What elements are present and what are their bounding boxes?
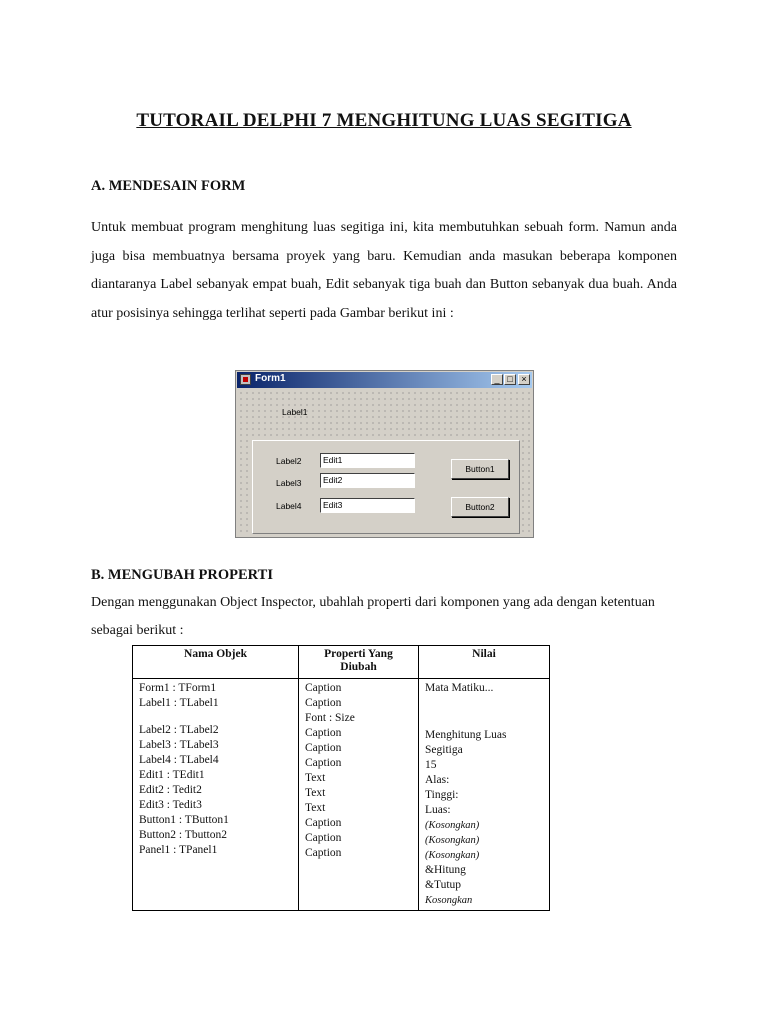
delphi-app-icon <box>240 374 251 385</box>
object-item: Edit3 : Tedit3 <box>139 799 202 811</box>
object-item: Edit2 : Tedit2 <box>139 784 202 796</box>
property-item: Font : Size <box>305 712 355 724</box>
form1-titlebar <box>237 372 532 388</box>
properties-table <box>132 645 550 911</box>
header-nilai: Nilai <box>419 646 550 679</box>
object-item: Label1 : TLabel1 <box>139 697 219 709</box>
object-item: Form1 : TForm1 <box>139 682 217 694</box>
property-item: Text <box>305 802 326 814</box>
object-item: Button1 : TButton1 <box>139 814 229 826</box>
property-item: Caption <box>305 817 342 829</box>
label3: Label3 <box>276 478 302 488</box>
button2: Button2 <box>451 497 509 517</box>
value-item: 15 <box>425 759 437 771</box>
table-header-row <box>133 646 550 679</box>
edit3: Edit3 <box>320 498 415 513</box>
property-item: Caption <box>305 682 342 694</box>
value-item: Tinggi: <box>425 789 459 801</box>
value-item: Kosongkan <box>425 895 473 906</box>
value-item: Segitiga <box>425 744 463 756</box>
header-properti: Properti Yang Diubah <box>299 646 419 679</box>
property-item: Caption <box>305 757 342 769</box>
section-b-heading: B. MENGUBAH PROPERTI <box>91 567 273 583</box>
object-item: Label4 : TLabel4 <box>139 754 219 766</box>
property-item: Caption <box>305 847 342 859</box>
value-item: Luas: <box>425 804 451 816</box>
property-item: Caption <box>305 742 342 754</box>
object-item: Edit1 : TEdit1 <box>139 769 205 781</box>
header-nama-objek: Nama Objek <box>133 646 299 679</box>
form1-title: Form1 <box>255 373 286 384</box>
form1-window-figure <box>235 370 534 538</box>
section-a-heading: A. MENDESAIN FORM <box>91 178 246 194</box>
table-row <box>133 679 550 911</box>
values-cell <box>419 679 550 911</box>
value-item: (Kosongkan) <box>425 820 480 831</box>
value-item: Mata Matiku... <box>425 682 494 694</box>
value-item: &Hitung <box>425 864 466 876</box>
properties-cell <box>299 679 419 911</box>
close-icon: × <box>518 374 530 385</box>
page-title: TUTORAIL DELPHI 7 MENGHITUNG LUAS SEGITIGA <box>136 110 632 131</box>
property-item: Caption <box>305 832 342 844</box>
value-item: &Tutup <box>425 879 462 891</box>
maximize-icon: □ <box>504 374 516 385</box>
objects-cell <box>133 679 299 911</box>
edit2: Edit2 <box>320 473 415 488</box>
panel1 <box>252 440 520 534</box>
form1-client-area <box>238 390 531 535</box>
value-item: Alas: <box>425 774 450 786</box>
label4: Label4 <box>276 501 302 511</box>
object-item: Button2 : Tbutton2 <box>139 829 227 841</box>
value-item: Menghitung Luas <box>425 729 507 741</box>
value-item: (Kosongkan) <box>425 850 480 861</box>
value-item: (Kosongkan) <box>425 835 480 846</box>
property-item: Text <box>305 772 326 784</box>
edit1: Edit1 <box>320 453 415 468</box>
label1: Label1 <box>282 407 308 417</box>
button1: Button1 <box>451 459 509 479</box>
property-item: Caption <box>305 697 342 709</box>
object-item: Label3 : TLabel3 <box>139 739 219 751</box>
section-b-paragraph: Dengan menggunakan Object Inspector, ubahlah properti dari komponen yang ada dengan ketentuan sebagai berikut : <box>91 595 655 638</box>
minimize-icon: _ <box>491 374 503 385</box>
section-a-paragraph: Untuk membuat program menghitung luas segitiga ini, kita membutuhkan sebuah form. Namun anda juga bisa membuatnya bersama proyek yang baru. Kemudian anda masukan beberapa komponen diantaranya Label sebanyak empat buah, Edit sebanyak tiga buah dan Button sebanyak dua buah. Anda atur posisinya sehingga terlihat seperti pada Gambar berikut ini : <box>91 220 677 321</box>
object-item: Label2 : TLabel2 <box>139 724 219 736</box>
property-item: Text <box>305 787 326 799</box>
object-item: Panel1 : TPanel1 <box>139 844 218 856</box>
property-item: Caption <box>305 727 342 739</box>
label2: Label2 <box>276 456 302 466</box>
